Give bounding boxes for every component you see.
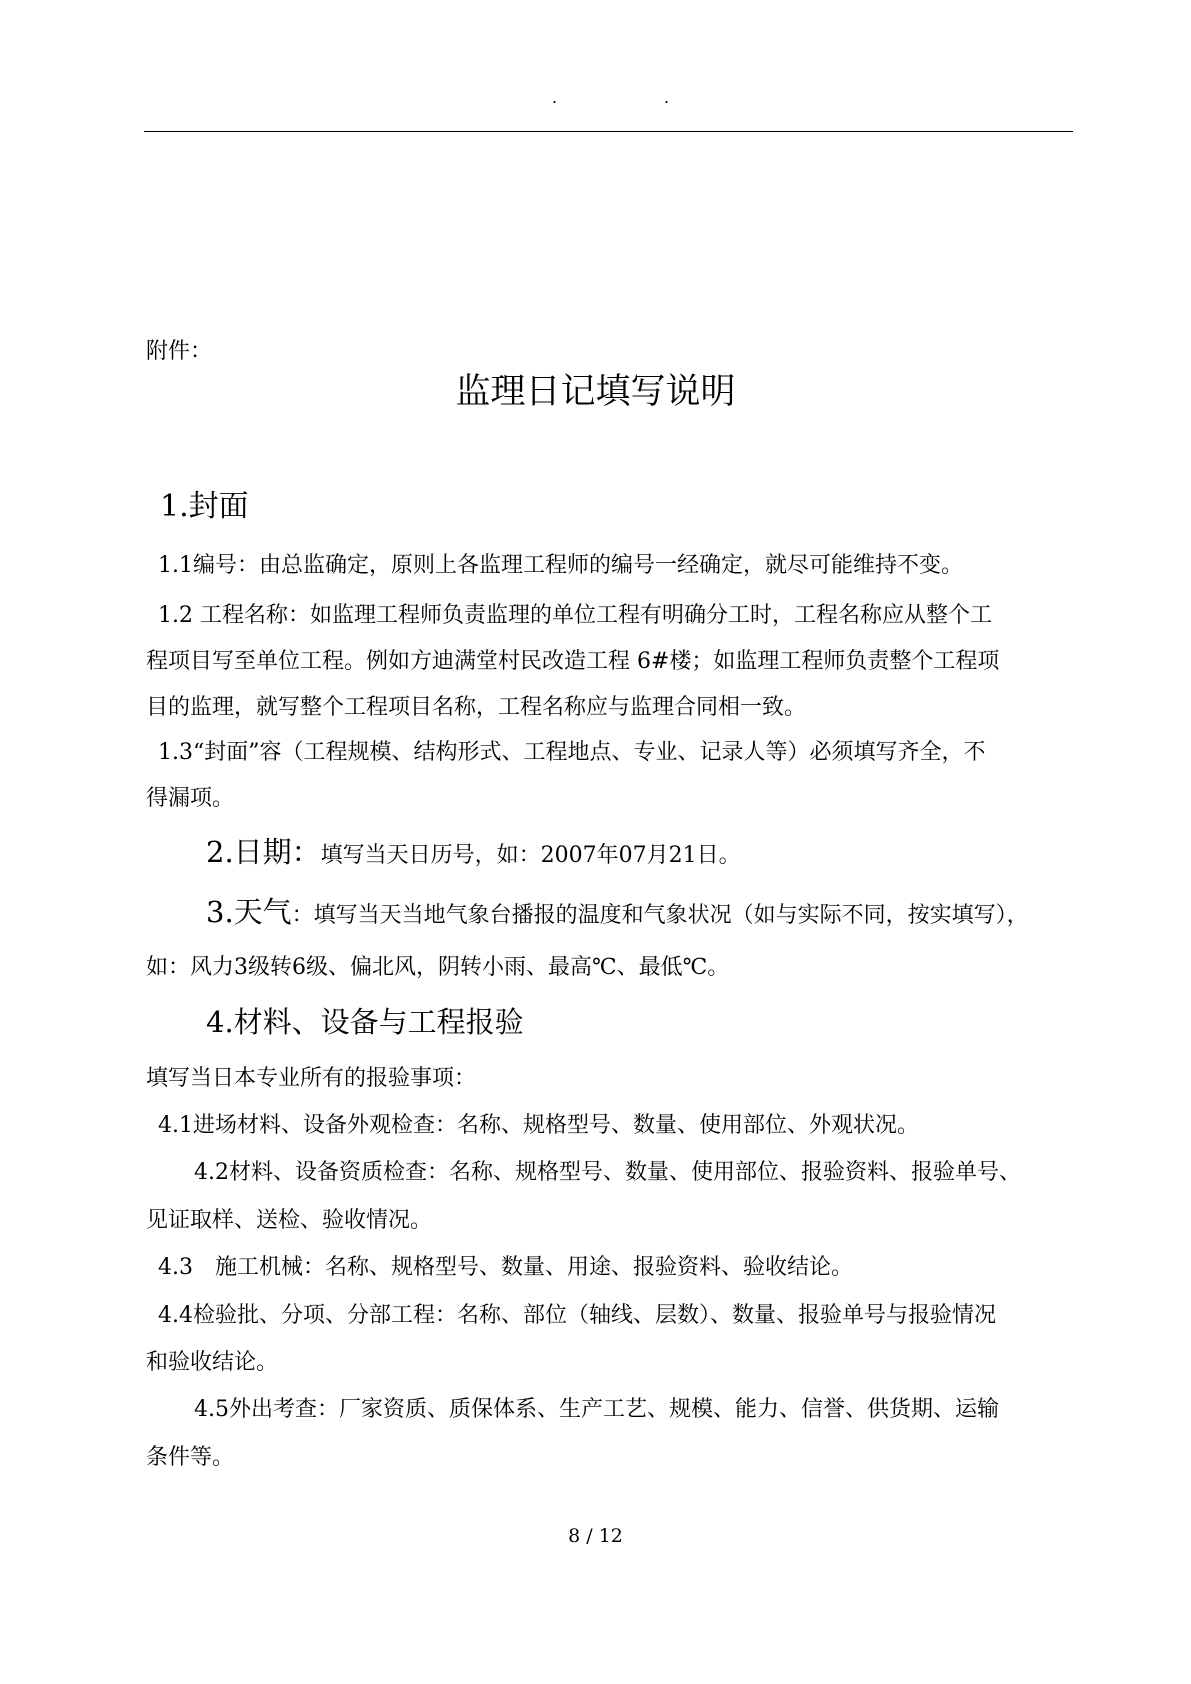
attachment-label: 附件：: [146, 339, 213, 364]
paragraph-4-5-line2: 条件等。: [146, 1445, 235, 1470]
page-number: 8 / 12: [568, 1525, 623, 1547]
section1-heading: 1.封面: [160, 489, 249, 524]
paragraph-1-3-line2: 得漏项。: [146, 786, 235, 811]
section4-heading: 4.材料、设备与工程报验: [206, 1005, 524, 1039]
section3-heading: 3.天气: [206, 895, 292, 929]
section2-heading: 2.日期：: [206, 835, 321, 869]
page-title: 监理日记填写说明: [455, 372, 736, 412]
section2-text: 填写当天日历号，如：2007年07月21日。: [320, 843, 741, 868]
section3-text-line1: ：填写当天当地气象台播报的温度和气象状况（如与实际不同，按实填写），: [291, 903, 1029, 928]
paragraph-4-4-line2: 和验收结论。: [146, 1350, 279, 1375]
header-rule: [144, 131, 1073, 132]
header-dot-right: .: [664, 88, 670, 107]
paragraph-1-3-line1: 1.3“封面”容（工程规模、结构形式、工程地点、专业、记录人等）必须填写齐全，不: [158, 740, 986, 765]
section3-text-line2: 如：风力3级转6级、偏北风，阴转小雨、最高℃、最低℃。: [146, 955, 730, 980]
paragraph-1-2-line2: 程项目写至单位工程。例如方迪满堂村民改造工程 6#楼；如监理工程师负责整个工程项: [146, 649, 1000, 674]
paragraph-4-5-line1: 4.5外出考查：厂家资质、质保体系、生产工艺、规模、能力、信誉、供货期、运输: [194, 1397, 999, 1422]
paragraph-1-1: 1.1编号：由总监确定，原则上各监理工程师的编号一经确定，就尽可能维持不变。: [158, 553, 963, 578]
section4-intro: 填写当日本专业所有的报验事项：: [146, 1066, 477, 1091]
paragraph-4-2-line2: 见证取样、送检、验收情况。: [146, 1208, 433, 1233]
paragraph-1-2-line1: 1.2 工程名称：如监理工程师负责监理的单位工程有明确分工时，工程名称应从整个工: [158, 603, 992, 628]
section2-line: [206, 836, 741, 872]
header-dot-left: .: [552, 88, 558, 107]
paragraph-4-3: 4.3 施工机械：名称、规格型号、数量、用途、报验资料、验收结论。: [158, 1255, 853, 1280]
paragraph-4-4-line1: 4.4检验批、分项、分部工程：名称、部位（轴线、层数）、数量、报验单号与报验情况: [158, 1303, 996, 1328]
section3-line1: [206, 896, 1029, 932]
paragraph-4-1: 4.1进场材料、设备外观检查：名称、规格型号、数量、使用部位、外观状况。: [158, 1113, 919, 1138]
paragraph-4-2-line1: 4.2材料、设备资质检查：名称、规格型号、数量、使用部位、报验资料、报验单号、: [194, 1160, 1021, 1185]
paragraph-1-2-line3: 目的监理，就写整个工程项目名称，工程名称应与监理合同相一致。: [146, 695, 807, 720]
